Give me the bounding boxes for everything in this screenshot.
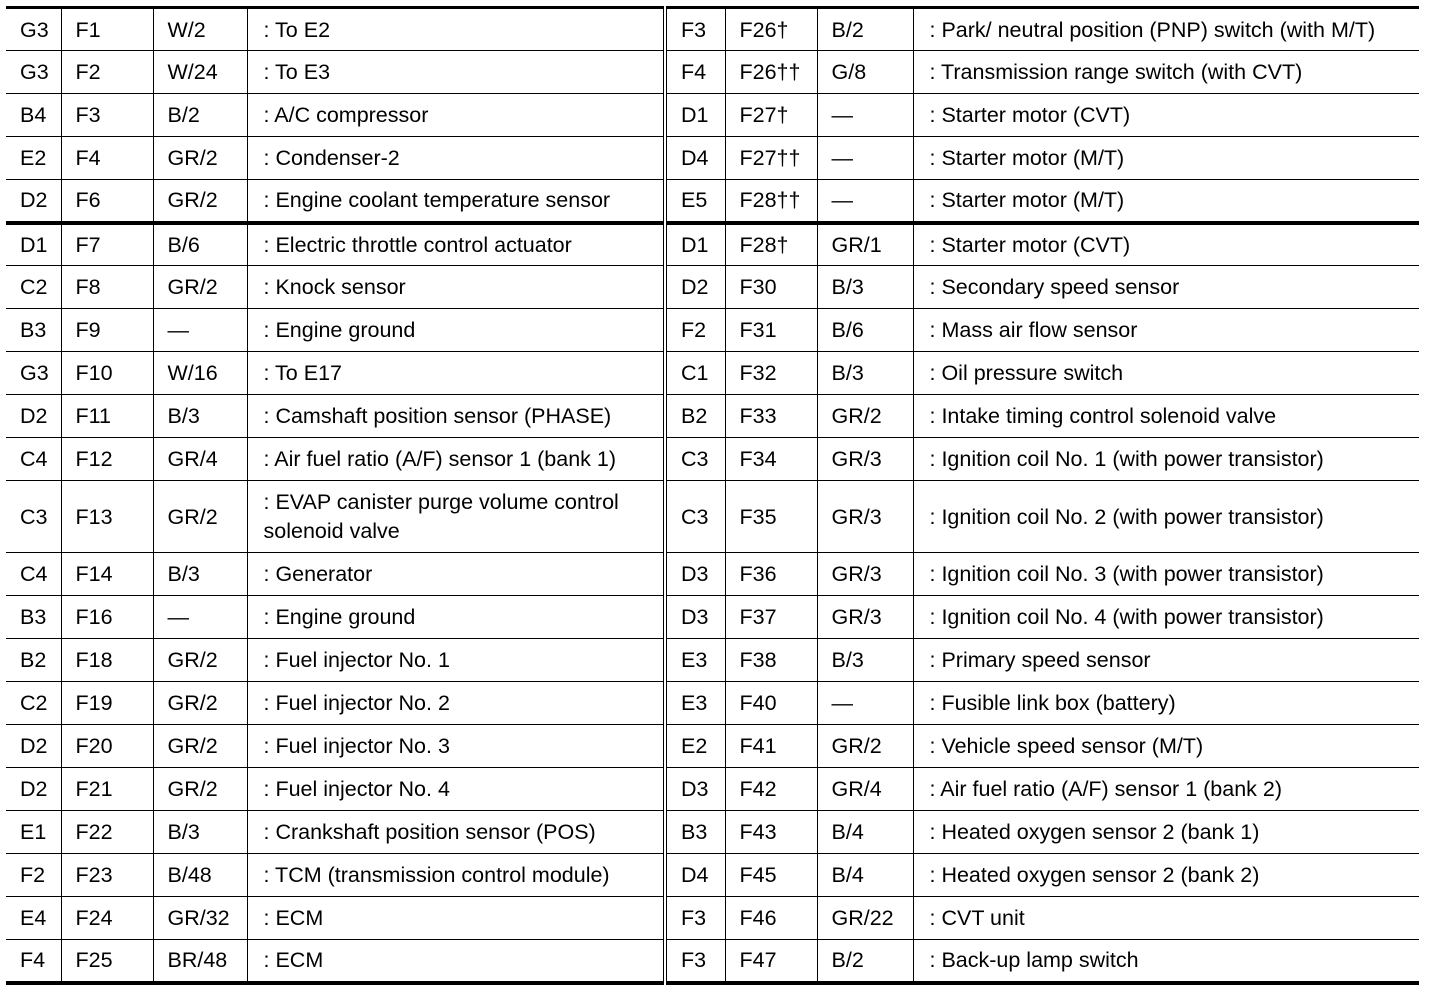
right-component-description: : Fusible link box (battery) <box>913 682 1419 725</box>
right-connector-type: GR/2 <box>817 395 913 438</box>
right-component-description: : Back-up lamp switch <box>913 940 1419 983</box>
left-component-description: : Fuel injector No. 1 <box>247 639 665 682</box>
right-connector-number: F30 <box>725 266 817 309</box>
left-connector-type: GR/2 <box>153 682 247 725</box>
left-connector-number: F6 <box>61 180 153 223</box>
table-row <box>6 51 1419 94</box>
left-grid-ref: C4 <box>6 438 61 481</box>
left-component-description: : Fuel injector No. 4 <box>247 768 665 811</box>
right-grid-ref: E5 <box>665 180 725 223</box>
right-grid-ref: F3 <box>665 897 725 940</box>
left-connector-type: W/24 <box>153 51 247 94</box>
left-connector-type: GR/2 <box>153 137 247 180</box>
table-row <box>6 897 1419 940</box>
left-component-description: : Crankshaft position sensor (POS) <box>247 811 665 854</box>
left-connector-type: BR/48 <box>153 940 247 983</box>
left-component-description: : A/C compressor <box>247 94 665 137</box>
table-row <box>6 682 1419 725</box>
left-connector-number: F16 <box>61 596 153 639</box>
left-grid-ref: F2 <box>6 854 61 897</box>
right-connector-number: F37 <box>725 596 817 639</box>
right-component-description: : Primary speed sensor <box>913 639 1419 682</box>
left-grid-ref: B3 <box>6 309 61 352</box>
left-connector-type: — <box>153 596 247 639</box>
left-connector-type: — <box>153 309 247 352</box>
left-component-description: : To E17 <box>247 352 665 395</box>
left-grid-ref: D2 <box>6 725 61 768</box>
right-connector-number: F47 <box>725 940 817 983</box>
table-row <box>6 940 1419 983</box>
right-component-description: : Heated oxygen sensor 2 (bank 2) <box>913 854 1419 897</box>
table-row <box>6 180 1419 223</box>
left-connector-number: F19 <box>61 682 153 725</box>
right-component-description: : Transmission range switch (with CVT) <box>913 51 1419 94</box>
left-connector-type: GR/2 <box>153 180 247 223</box>
left-component-description: : Engine ground <box>247 309 665 352</box>
left-connector-number: F2 <box>61 51 153 94</box>
right-connector-type: — <box>817 180 913 223</box>
left-connector-type: B/3 <box>153 395 247 438</box>
table-row <box>6 352 1419 395</box>
right-grid-ref: D3 <box>665 596 725 639</box>
left-grid-ref: G3 <box>6 51 61 94</box>
right-connector-number: F38 <box>725 639 817 682</box>
left-connector-number: F21 <box>61 768 153 811</box>
right-component-description: : Starter motor (M/T) <box>913 137 1419 180</box>
table-row <box>6 438 1419 481</box>
right-component-description: : Vehicle speed sensor (M/T) <box>913 725 1419 768</box>
right-connector-type: B/2 <box>817 8 913 51</box>
right-component-description: : Mass air flow sensor <box>913 309 1419 352</box>
right-connector-number: F42 <box>725 768 817 811</box>
table-row <box>6 596 1419 639</box>
right-connector-type: B/4 <box>817 854 913 897</box>
right-connector-number: F36 <box>725 553 817 596</box>
left-component-description: : Camshaft position sensor (PHASE) <box>247 395 665 438</box>
left-connector-type: W/16 <box>153 352 247 395</box>
right-connector-type: B/2 <box>817 940 913 983</box>
right-component-description: : Oil pressure switch <box>913 352 1419 395</box>
left-connector-number: F12 <box>61 438 153 481</box>
right-connector-type: — <box>817 682 913 725</box>
right-component-description: : Starter motor (CVT) <box>913 94 1419 137</box>
right-grid-ref: E3 <box>665 639 725 682</box>
left-connector-number: F20 <box>61 725 153 768</box>
right-connector-number: F28†† <box>725 180 817 223</box>
right-grid-ref: F3 <box>665 940 725 983</box>
right-grid-ref: D4 <box>665 137 725 180</box>
right-grid-ref: D4 <box>665 854 725 897</box>
right-connector-number: F27† <box>725 94 817 137</box>
left-component-description: : Electric throttle control actuator <box>247 223 665 266</box>
left-grid-ref: C2 <box>6 682 61 725</box>
right-component-description: : Intake timing control solenoid valve <box>913 395 1419 438</box>
left-component-description: : Knock sensor <box>247 266 665 309</box>
left-component-description: : Condenser-2 <box>247 137 665 180</box>
left-component-description: : ECM <box>247 940 665 983</box>
left-grid-ref: E4 <box>6 897 61 940</box>
right-connector-number: F28† <box>725 223 817 266</box>
table-row <box>6 854 1419 897</box>
left-connector-type: GR/2 <box>153 639 247 682</box>
right-connector-number: F27†† <box>725 137 817 180</box>
right-component-description: : Park/ neutral position (PNP) switch (with M/T) <box>913 8 1419 51</box>
right-grid-ref: F4 <box>665 51 725 94</box>
right-connector-type: GR/4 <box>817 768 913 811</box>
left-connector-number: F9 <box>61 309 153 352</box>
left-grid-ref: G3 <box>6 352 61 395</box>
right-component-description: : Starter motor (CVT) <box>913 223 1419 266</box>
right-grid-ref: D1 <box>665 223 725 266</box>
right-connector-type: B/4 <box>817 811 913 854</box>
right-component-description: : Ignition coil No. 3 (with power transistor) <box>913 553 1419 596</box>
table-row <box>6 266 1419 309</box>
left-component-description: : EVAP canister purge volume control solenoid valve <box>247 481 665 553</box>
table-row <box>6 481 1419 553</box>
right-connector-number: F32 <box>725 352 817 395</box>
right-grid-ref: D3 <box>665 768 725 811</box>
right-component-description: : CVT unit <box>913 897 1419 940</box>
left-connector-type: B/2 <box>153 94 247 137</box>
right-connector-type: GR/2 <box>817 725 913 768</box>
left-grid-ref: F4 <box>6 940 61 983</box>
left-grid-ref: B2 <box>6 639 61 682</box>
right-connector-type: GR/1 <box>817 223 913 266</box>
left-connector-number: F22 <box>61 811 153 854</box>
left-component-description: : Air fuel ratio (A/F) sensor 1 (bank 1) <box>247 438 665 481</box>
left-connector-number: F25 <box>61 940 153 983</box>
table-row <box>6 8 1419 51</box>
right-connector-number: F26† <box>725 8 817 51</box>
left-component-description: : TCM (transmission control module) <box>247 854 665 897</box>
right-connector-type: B/6 <box>817 309 913 352</box>
right-grid-ref: D3 <box>665 553 725 596</box>
table-row <box>6 223 1419 266</box>
left-connector-number: F3 <box>61 94 153 137</box>
left-component-description: : Generator <box>247 553 665 596</box>
left-component-description: : Fuel injector No. 3 <box>247 725 665 768</box>
left-grid-ref: D1 <box>6 223 61 266</box>
right-connector-type: B/3 <box>817 352 913 395</box>
right-connector-type: — <box>817 94 913 137</box>
left-grid-ref: D2 <box>6 768 61 811</box>
right-grid-ref: E3 <box>665 682 725 725</box>
left-component-description: : ECM <box>247 897 665 940</box>
right-grid-ref: D1 <box>665 94 725 137</box>
right-connector-type: — <box>817 137 913 180</box>
right-component-description: : Air fuel ratio (A/F) sensor 1 (bank 2) <box>913 768 1419 811</box>
right-grid-ref: D2 <box>665 266 725 309</box>
table-row <box>6 309 1419 352</box>
left-grid-ref: B4 <box>6 94 61 137</box>
table-row <box>6 137 1419 180</box>
left-connector-type: GR/2 <box>153 481 247 553</box>
left-connector-type: B/48 <box>153 854 247 897</box>
connector-table <box>6 6 1419 985</box>
right-grid-ref: B2 <box>665 395 725 438</box>
table-row <box>6 553 1419 596</box>
right-connector-number: F40 <box>725 682 817 725</box>
table-row <box>6 94 1419 137</box>
left-connector-number: F7 <box>61 223 153 266</box>
left-connector-type: GR/32 <box>153 897 247 940</box>
right-grid-ref: C3 <box>665 438 725 481</box>
right-grid-ref: E2 <box>665 725 725 768</box>
right-connector-type: GR/3 <box>817 438 913 481</box>
left-grid-ref: C2 <box>6 266 61 309</box>
left-grid-ref: G3 <box>6 8 61 51</box>
right-component-description: : Ignition coil No. 4 (with power transistor) <box>913 596 1419 639</box>
table-row <box>6 811 1419 854</box>
right-component-description: : Heated oxygen sensor 2 (bank 1) <box>913 811 1419 854</box>
left-connector-type: B/3 <box>153 811 247 854</box>
right-connector-number: F41 <box>725 725 817 768</box>
right-component-description: : Ignition coil No. 1 (with power transistor) <box>913 438 1419 481</box>
right-connector-number: F34 <box>725 438 817 481</box>
right-connector-type: G/8 <box>817 51 913 94</box>
left-connector-type: GR/4 <box>153 438 247 481</box>
left-connector-type: W/2 <box>153 8 247 51</box>
right-connector-number: F31 <box>725 309 817 352</box>
left-grid-ref: C3 <box>6 481 61 553</box>
right-connector-number: F33 <box>725 395 817 438</box>
left-connector-type: B/3 <box>153 553 247 596</box>
left-connector-type: B/6 <box>153 223 247 266</box>
right-connector-type: GR/3 <box>817 596 913 639</box>
left-grid-ref: E2 <box>6 137 61 180</box>
right-grid-ref: C3 <box>665 481 725 553</box>
left-connector-number: F4 <box>61 137 153 180</box>
table-row <box>6 639 1419 682</box>
left-component-description: : Engine coolant temperature sensor <box>247 180 665 223</box>
right-connector-number: F45 <box>725 854 817 897</box>
right-connector-type: B/3 <box>817 639 913 682</box>
right-connector-type: GR/3 <box>817 481 913 553</box>
table-row <box>6 768 1419 811</box>
table-row <box>6 725 1419 768</box>
right-connector-type: GR/3 <box>817 553 913 596</box>
left-component-description: : To E2 <box>247 8 665 51</box>
left-grid-ref: D2 <box>6 180 61 223</box>
right-connector-number: F26†† <box>725 51 817 94</box>
left-connector-number: F14 <box>61 553 153 596</box>
right-grid-ref: C1 <box>665 352 725 395</box>
left-connector-number: F11 <box>61 395 153 438</box>
right-grid-ref: B3 <box>665 811 725 854</box>
connector-list-sheet <box>6 6 1419 985</box>
table-row <box>6 395 1419 438</box>
left-connector-type: GR/2 <box>153 725 247 768</box>
right-component-description: : Secondary speed sensor <box>913 266 1419 309</box>
left-connector-number: F24 <box>61 897 153 940</box>
left-connector-number: F1 <box>61 8 153 51</box>
left-connector-number: F8 <box>61 266 153 309</box>
right-connector-number: F43 <box>725 811 817 854</box>
left-connector-number: F23 <box>61 854 153 897</box>
right-component-description: : Ignition coil No. 2 (with power transistor) <box>913 481 1419 553</box>
right-connector-type: B/3 <box>817 266 913 309</box>
left-component-description: : Engine ground <box>247 596 665 639</box>
left-grid-ref: B3 <box>6 596 61 639</box>
right-grid-ref: F2 <box>665 309 725 352</box>
right-connector-number: F35 <box>725 481 817 553</box>
right-grid-ref: F3 <box>665 8 725 51</box>
left-grid-ref: C4 <box>6 553 61 596</box>
left-connector-number: F13 <box>61 481 153 553</box>
right-connector-number: F46 <box>725 897 817 940</box>
left-grid-ref: D2 <box>6 395 61 438</box>
left-component-description: : Fuel injector No. 2 <box>247 682 665 725</box>
left-connector-type: GR/2 <box>153 266 247 309</box>
left-component-description: : To E3 <box>247 51 665 94</box>
left-connector-number: F18 <box>61 639 153 682</box>
right-connector-type: GR/22 <box>817 897 913 940</box>
left-connector-type: GR/2 <box>153 768 247 811</box>
right-component-description: : Starter motor (M/T) <box>913 180 1419 223</box>
left-connector-number: F10 <box>61 352 153 395</box>
left-grid-ref: E1 <box>6 811 61 854</box>
